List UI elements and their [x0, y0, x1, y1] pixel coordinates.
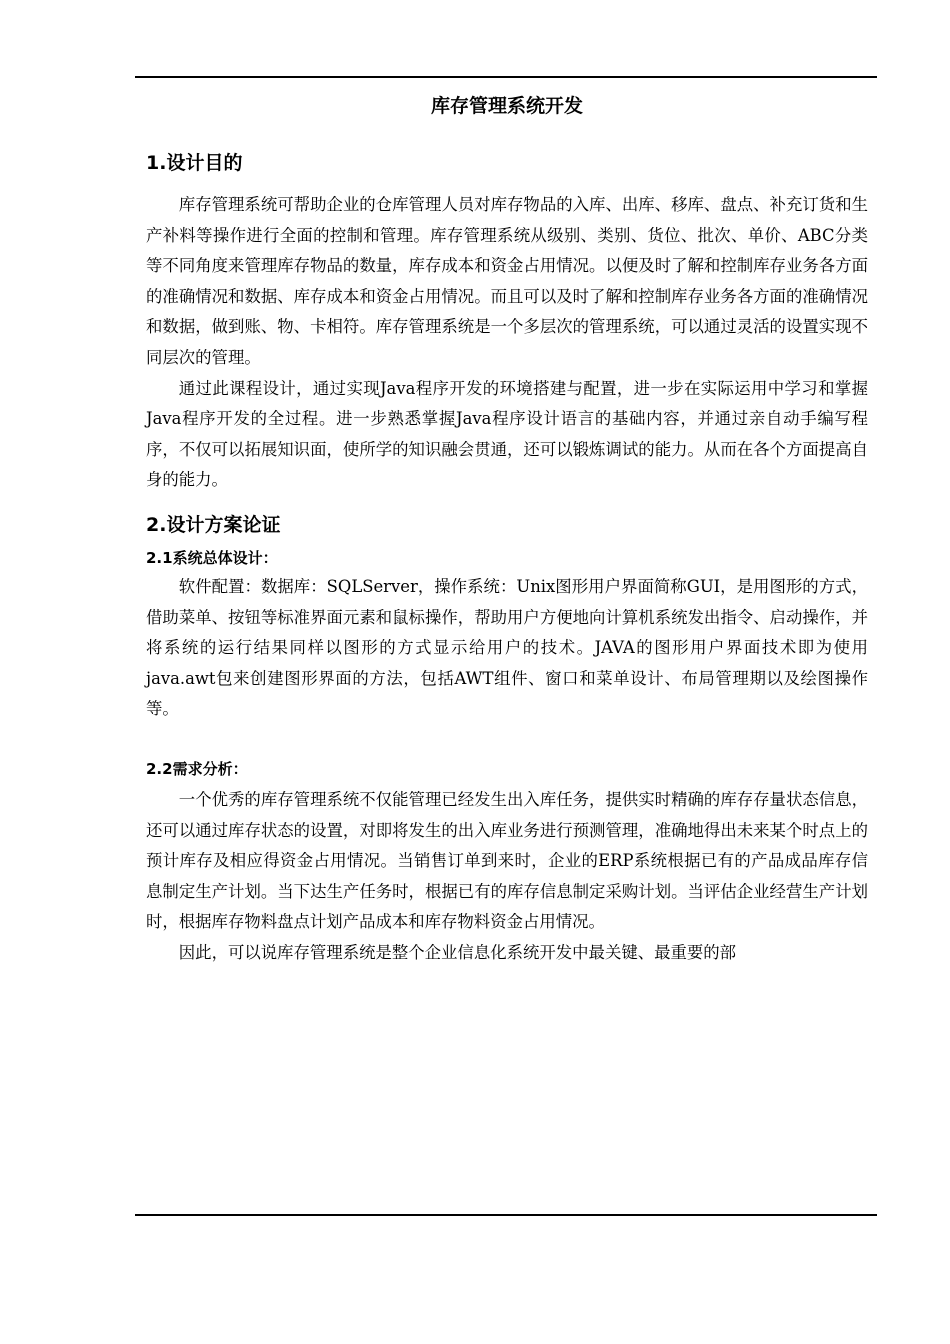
- paragraph-requirements-1: 一个优秀的库存管理系统不仅能管理已经发生出入库任务，提供实时精确的库存存量状态信息，还可以通过库存状态的设置，对即将发生的出入库业务进行预测管理，准确地得出未来某个时点上的预计库存及相应得资金占用情况。当销售订单到来时，企业的ERP系统根据已有的产品成品库存信息制定生产计划。当下达生产任务时，根据已有的库存信息制定采购计划。当评估企业经营生产计划时，根据库存物料盘点计划产品成本和库存物料资金占用情况。: [146, 789, 868, 932]
- header-rule: [135, 76, 877, 78]
- subsection-heading-requirements: 2.2需求分析：: [146, 759, 248, 778]
- paragraph-requirements-2: 因此，可以说库存管理系统是整个企业信息化系统开发中最关键、最重要的部: [178, 942, 737, 962]
- subsection-heading-overall-design: 2.1系统总体设计：: [146, 548, 278, 567]
- paragraph-purpose-1: 库存管理系统可帮助企业的仓库管理人员对库存物品的入库、出库、移库、盘点、补充订货和生产补料等操作进行全面的控制和管理。库存管理系统从级别、类别、货位、批次、单价、ABC分类等不同角度来管理库存物品的数量，库存成本和资金占用情况。以便及时了解和控制库存业务各方面的准确情况和数据、库存成本和资金占用情况。而且可以及时了解和控制库存业务各方面的准确情况和数据，做到账、物、卡相符。库存管理系统是一个多层次的管理系统，可以通过灵活的设置实现不同层次的管理。: [146, 195, 868, 367]
- section-heading-design-scheme: 2.设计方案论证: [146, 513, 281, 536]
- paragraph-overall-design: 软件配置：数据库：SQLServer，操作系统：Unix图形用户界面简称GUI，是用图形的方式，借助菜单、按钮等标准界面元素和鼠标操作，帮助用户方便地向计算机系统发出指令、启动操作，并将系统的运行结果同样以图形的方式显示给用户的技术。JAVA的图形用户界面技术即为使用java.awt包来创建图形界面的方法，包括AWT组件、窗口和菜单设计、布局管理期以及绘图操作等。: [146, 576, 868, 719]
- document-body: [146, 86, 868, 968]
- footer-rule: [135, 1214, 877, 1216]
- section-heading-design-purpose: 1.设计目的: [146, 152, 243, 174]
- document-title: 库存管理系统开发: [430, 95, 583, 117]
- paragraph-purpose-2: 通过此课程设计，通过实现Java程序开发的环境搭建与配置，进一步在实际运用中学习和掌握Java程序开发的全过程。进一步熟悉掌握Java程序设计语言的基础内容，并通过亲自动手编写程序，不仅可以拓展知识面，使所学的知识融会贯通，还可以锻炼调试的能力。从而在各个方面提高自身的能力。: [146, 378, 868, 490]
